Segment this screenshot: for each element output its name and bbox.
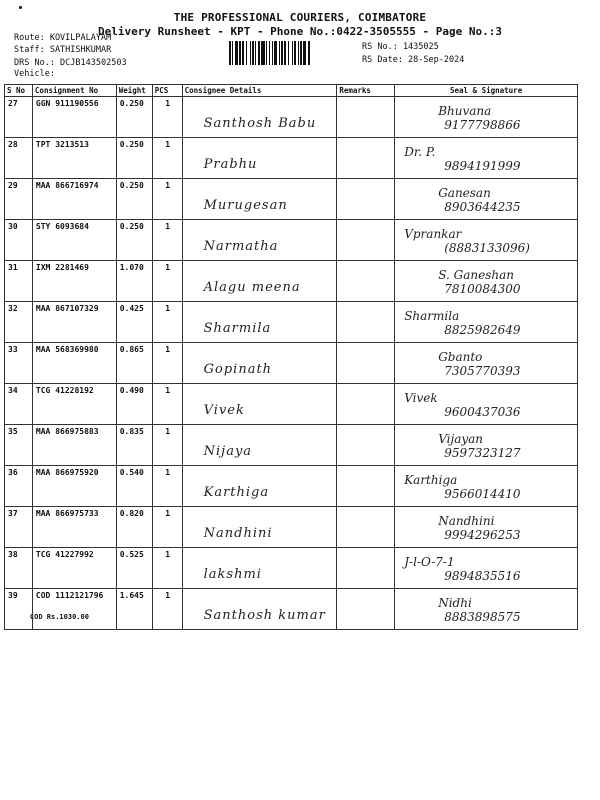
col-consignee: Consignee Details xyxy=(182,85,337,97)
row-remarks xyxy=(337,548,395,589)
row-weight: 1.070 xyxy=(116,261,152,302)
col-pcs: PCS xyxy=(152,85,182,97)
table-row xyxy=(5,261,578,302)
signature-phone: 9600437036 xyxy=(444,405,521,419)
signature: Vivek xyxy=(404,391,438,405)
row-signature xyxy=(395,302,578,343)
row-signature xyxy=(395,97,578,138)
consignment-number: TPT 3213513 xyxy=(35,140,89,149)
row-consignee xyxy=(182,507,337,548)
table-row xyxy=(5,97,578,138)
row-signature xyxy=(395,425,578,466)
consignment-number: STY 6093684 xyxy=(35,222,89,231)
row-pcs: 1 xyxy=(152,384,182,425)
consignee-name: Vivek xyxy=(203,402,245,418)
row-sno: 34 xyxy=(5,384,33,425)
consignee-name: Nandhini xyxy=(203,525,273,541)
consignment-number: MAA 866716974 xyxy=(35,181,99,190)
row-consignee xyxy=(182,343,337,384)
row-signature xyxy=(395,548,578,589)
row-weight: 0.250 xyxy=(116,220,152,261)
consignee-name: Prabhu xyxy=(203,156,258,172)
signature: Gbanto xyxy=(438,350,483,364)
row-remarks xyxy=(337,97,395,138)
consignment-number: GGN 911190556 xyxy=(35,99,99,108)
row-pcs: 1 xyxy=(152,548,182,589)
row-weight: 1.645 xyxy=(116,589,152,630)
consignee-name: Karthiga xyxy=(203,484,270,500)
signature: Sharmila xyxy=(404,309,460,323)
table-header-row xyxy=(5,85,578,97)
row-sno: 27 xyxy=(5,97,33,138)
row-consignment xyxy=(32,302,116,343)
row-remarks xyxy=(337,343,395,384)
row-remarks xyxy=(337,138,395,179)
row-signature xyxy=(395,261,578,302)
row-pcs: 1 xyxy=(152,466,182,507)
row-remarks xyxy=(337,466,395,507)
col-seal: Seal & Signature xyxy=(395,85,578,97)
consignment-number: IXM 2281469 xyxy=(35,263,89,272)
row-pcs: 1 xyxy=(152,343,182,384)
row-pcs: 1 xyxy=(152,179,182,220)
row-consignment xyxy=(32,343,116,384)
row-pcs: 1 xyxy=(152,220,182,261)
row-sno: 32 xyxy=(5,302,33,343)
signature-phone: 9177798866 xyxy=(444,118,521,132)
consignee-name: Santhosh kumar xyxy=(203,607,326,623)
row-pcs: 1 xyxy=(152,425,182,466)
row-weight: 0.250 xyxy=(116,138,152,179)
row-consignment xyxy=(32,425,116,466)
table-row xyxy=(5,507,578,548)
row-consignment xyxy=(32,220,116,261)
row-weight: 0.525 xyxy=(116,548,152,589)
signature: J-l-O-7-1 xyxy=(404,555,455,569)
row-consignee xyxy=(182,302,337,343)
corner-mark xyxy=(19,6,22,9)
barcode xyxy=(229,41,357,65)
col-sno: S No xyxy=(5,85,33,97)
signature: Nidhi xyxy=(438,596,472,610)
row-sno: 38 xyxy=(5,548,33,589)
signature: Vprankar xyxy=(404,227,462,241)
consignee-name: Gopinath xyxy=(203,361,273,377)
row-signature xyxy=(395,220,578,261)
row-consignee xyxy=(182,220,337,261)
table-row xyxy=(5,302,578,343)
signature-phone: 9597323127 xyxy=(444,446,521,460)
signature: Vijayan xyxy=(438,432,484,446)
row-consignment xyxy=(32,261,116,302)
col-remarks: Remarks xyxy=(337,85,395,97)
col-weight: Weight xyxy=(116,85,152,97)
row-pcs: 1 xyxy=(152,589,182,630)
row-consignee xyxy=(182,261,337,302)
rs-number: RS No.: 1435025 xyxy=(362,42,439,52)
row-weight: 0.835 xyxy=(116,425,152,466)
row-consignment xyxy=(32,548,116,589)
row-consignee xyxy=(182,384,337,425)
vehicle-label: Vehicle: xyxy=(14,69,55,79)
row-weight: 0.490 xyxy=(116,384,152,425)
row-consignee xyxy=(182,466,337,507)
signature: Karthiga xyxy=(404,473,458,487)
signature: Ganesan xyxy=(438,186,491,200)
consignment-number: COD 1112121796 xyxy=(35,591,104,600)
row-consignee xyxy=(182,97,337,138)
runsheet-subtitle: Delivery Runsheet - KPT - Phone No.:0422-3505555 - Page No.:3 xyxy=(98,25,502,38)
signature-phone: 8903644235 xyxy=(444,200,521,214)
signature-phone: 9566014410 xyxy=(444,487,521,501)
row-pcs: 1 xyxy=(152,302,182,343)
row-pcs: 1 xyxy=(152,507,182,548)
consignment-number: TCG 41227992 xyxy=(35,550,94,559)
row-remarks xyxy=(337,507,395,548)
row-remarks xyxy=(337,302,395,343)
row-remarks xyxy=(337,261,395,302)
table-row xyxy=(5,179,578,220)
row-signature xyxy=(395,384,578,425)
row-consignment xyxy=(32,138,116,179)
consignment-number: MAA 867107329 xyxy=(35,304,99,313)
row-sno: 37 xyxy=(5,507,33,548)
cod-amount: COD Rs.1030.00 xyxy=(29,613,89,621)
table-row xyxy=(5,384,578,425)
signature-phone: 7810084300 xyxy=(444,282,521,296)
row-remarks xyxy=(337,384,395,425)
row-weight: 0.425 xyxy=(116,302,152,343)
table-row xyxy=(5,548,578,589)
row-consignment xyxy=(32,466,116,507)
row-consignment xyxy=(29,589,116,630)
signature: Bhuvana xyxy=(438,104,492,118)
company-title: THE PROFESSIONAL COURIERS, COIMBATORE xyxy=(173,11,427,24)
table-row xyxy=(5,138,578,179)
row-weight: 0.865 xyxy=(116,343,152,384)
row-pcs: 1 xyxy=(152,97,182,138)
row-sno: 33 xyxy=(5,343,33,384)
row-pcs: 1 xyxy=(152,138,182,179)
row-signature xyxy=(395,179,578,220)
runsheet-table xyxy=(4,84,578,630)
rs-date: RS Date: 28-Sep-2024 xyxy=(362,55,465,65)
table-row xyxy=(5,220,578,261)
signature-phone: (8883133096) xyxy=(444,241,530,255)
row-signature xyxy=(395,589,578,630)
signature: S. Ganeshan xyxy=(438,268,514,282)
row-sno: 28 xyxy=(5,138,33,179)
signature-phone: 7305770393 xyxy=(444,364,521,378)
row-consignee xyxy=(182,425,337,466)
consignment-number: MAA 866975883 xyxy=(35,427,99,436)
consignee-name: Narmatha xyxy=(203,238,279,254)
row-consignment xyxy=(32,179,116,220)
signature: Dr. P. xyxy=(404,145,436,159)
row-consignee xyxy=(182,179,337,220)
row-consignee xyxy=(182,589,337,630)
signature: Nandhini xyxy=(438,514,495,528)
signature-phone: 8825982649 xyxy=(444,323,521,337)
drs-number: DRS No.: DCJB143502503 xyxy=(14,58,127,68)
row-consignee xyxy=(182,138,337,179)
row-signature xyxy=(395,466,578,507)
table-row xyxy=(5,466,578,507)
col-consignment: Consignment No xyxy=(32,85,116,97)
consignment-number: MAA 568369980 xyxy=(35,345,99,354)
row-sno: 36 xyxy=(5,466,33,507)
signature-phone: 9894191999 xyxy=(444,159,521,173)
row-consignment xyxy=(32,97,116,138)
row-consignment xyxy=(32,384,116,425)
table-row xyxy=(5,343,578,384)
row-consignment xyxy=(32,507,116,548)
consignee-name: Santhosh Babu xyxy=(203,115,317,131)
row-sno: 30 xyxy=(5,220,33,261)
row-signature xyxy=(395,343,578,384)
row-pcs: 1 xyxy=(152,261,182,302)
row-consignee xyxy=(182,548,337,589)
signature-phone: 9894835516 xyxy=(444,569,521,583)
row-remarks xyxy=(337,589,395,630)
row-signature xyxy=(395,507,578,548)
signature-phone: 9994296253 xyxy=(444,528,521,542)
row-signature xyxy=(395,138,578,179)
row-sno: 31 xyxy=(5,261,33,302)
consignee-name: lakshmi xyxy=(203,566,262,582)
consignee-name: Murugesan xyxy=(203,197,288,213)
staff-label: Staff: SATHISHKUMAR xyxy=(14,45,112,55)
barcode-bar xyxy=(310,41,311,65)
row-weight: 0.820 xyxy=(116,507,152,548)
row-sno: 29 xyxy=(5,179,33,220)
row-weight: 0.250 xyxy=(116,179,152,220)
consignee-name: Sharmila xyxy=(203,320,272,336)
row-sno: 39 xyxy=(5,589,33,630)
row-weight: 0.540 xyxy=(116,466,152,507)
route-label: Route: KOVILPALAYAM xyxy=(14,33,112,43)
consignment-number: MAA 866975920 xyxy=(35,468,99,477)
row-weight: 0.250 xyxy=(116,97,152,138)
consignment-number: MAA 866975733 xyxy=(35,509,99,518)
row-remarks xyxy=(337,425,395,466)
row-remarks xyxy=(337,179,395,220)
consignee-name: Nijaya xyxy=(203,443,253,459)
consignee-name: Alagu meena xyxy=(203,279,301,295)
row-sno: 35 xyxy=(5,425,33,466)
row-remarks xyxy=(337,220,395,261)
table-row xyxy=(5,425,578,466)
consignment-number: TCG 41228192 xyxy=(35,386,94,395)
table-row xyxy=(5,589,578,630)
signature-phone: 8883898575 xyxy=(444,610,521,624)
